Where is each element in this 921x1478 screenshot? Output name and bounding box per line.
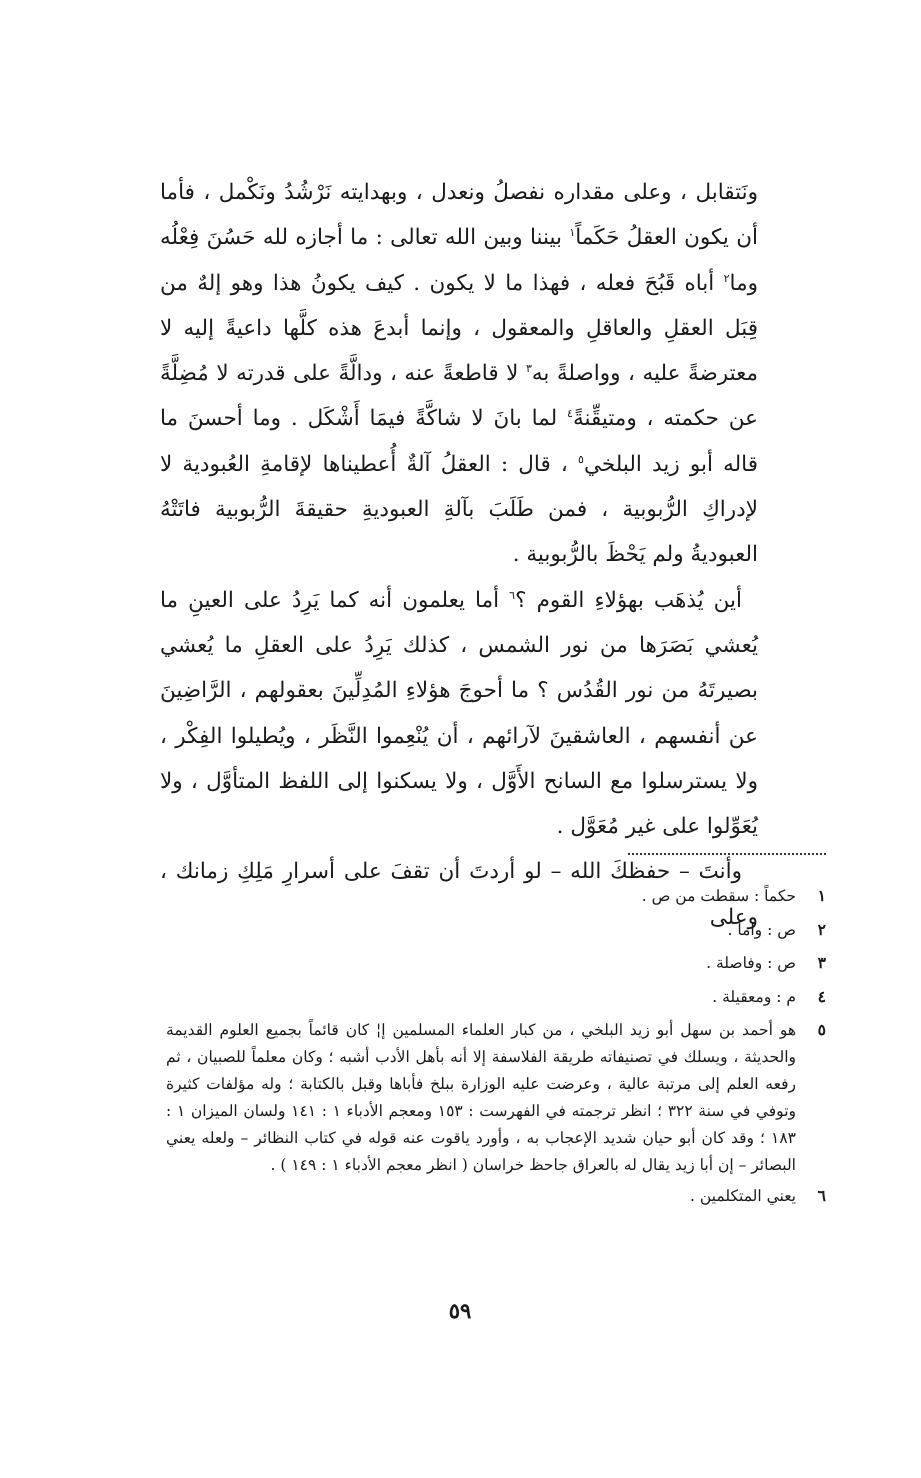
footnote-number: ٤ bbox=[817, 986, 826, 1006]
footnote-number: ١ bbox=[817, 886, 826, 905]
main-text bbox=[160, 170, 758, 940]
text-run: لا قاطعةً عنه ، ودالَّةً على قدرته لا مُضِلَّةً عن حكمته ، ومتيقِّنةً bbox=[160, 361, 758, 432]
footnote-text: م : ومعقيلة . bbox=[712, 987, 796, 1006]
text-run: ، قال : العقلُ آلةٌ أُعطيناها لإقامةِ العُبودية لا لإدراكِ الرُّبوبية ، فمن طَلَبَ بآلةِ العبوديةِ حقيقةَ الرُّبوبية فاتَتْهُ العبوديةُ ولم يَحْظَ بالرُّبوبية . bbox=[160, 451, 758, 568]
footnotes bbox=[166, 880, 826, 1214]
footnote-text: يعني المتكلمين . bbox=[690, 1187, 796, 1205]
text-run: وأنتَ – حفظكَ الله – لو أردتَ أن تقفَ على أسرارِ مَلِكِ زمانك ، وعلى bbox=[160, 859, 758, 930]
page-number: ٥٩ bbox=[448, 1298, 472, 1323]
footnote-marker: ٢ bbox=[723, 271, 730, 285]
footnote-number: ٣ bbox=[817, 953, 826, 972]
footnote bbox=[166, 914, 826, 947]
text-run: لما بانَ لا شاكَّةً فيمَا أَشْكَل . وما أحسنَ ما قاله أبو زيد البلخي bbox=[160, 406, 758, 477]
text-run: أباه قَبُحَ فعله ، فهذا ما لا يكون . كيف يكونُ هذا وهو إلهٌ من قِبَل العقلِ والعاقلِ والمعقول ، وإنما أبدعَ هذه كلَّها داعيةً إليه لا معترضةً عليه ، وواصلةً به bbox=[160, 270, 758, 387]
text-run: أما يعلمون أنه كما يَرِدُ على العينِ ما يُعشي بَصَرَها من نور الشمس ، كذلك يَرِدُ على العقلِ ما يُعشي بصيرتَهُ من نور القُدُس ؟ ما أحوجَ هؤلاءِ المُدِلِّينَ بعقولهم ، الرَّاضِينَ عن أنفسهم ، العاشقينَ لآرائهم ، أن يُنْعِموا النَّظَر ، ويُطيلوا الفِكْر ، ولا يسترسلوا مع السانح الأَوَّل ، ولا يسكنوا إلى اللفظ المتأوَّل ، ولا يُعَوِّلوا على غير مُعَوَّل . bbox=[160, 587, 758, 840]
footnote-number: ٦ bbox=[817, 1186, 826, 1205]
footnote-marker: ٣ bbox=[525, 362, 532, 376]
paragraph bbox=[160, 578, 758, 850]
footnote bbox=[166, 981, 826, 1014]
footnote bbox=[166, 880, 826, 913]
text-run: ونَتقابل ، وعلى مقداره نفصلُ ونعدل ، وبهدايته نَرْشُدُ ونَكْمل ، فأما أن يكون العقلُ حَكَماً bbox=[160, 180, 758, 251]
paragraph bbox=[160, 170, 758, 578]
text-run: أين يُذهَب بهؤلاءِ القوم ؟ bbox=[515, 587, 742, 613]
footnote-text: ص : واما . bbox=[727, 920, 796, 939]
footnote-text: هو أحمد بن سهل أبو زيد البلخي ، من كبار العلماء المسلمين إ¦ كان قائماً بجميع العلوم القديمة والحديثة ، ويسلك في تصنيفاته طريقة الفلاسفة إلا أنه بأهل الأدب أشبه ؛ وكان معلماً للصبيان ، ثم رفعه العلم إلى مرتبة عالية ، وعرضت عليه الوزارة ببلخ فأباها وقبل بالكتابة ؛ وله مؤلفات كثيرة وتوفي في سنة ٣٢٢ ؛ انظر ترجمته في الفهرست : ١٥٣ ومعجم الأدباء ١ : ١٤١ ولسان الميزان ١ : ١٨٣ ؛ وقد كان أبو حيان شديد الإعجاب به ، وأورد ياقوت عنه قوله في كتاب النظائر – ولعله يعني البصائر – إن أبا زيد يقال له بالعراق جاحظ خراسان ( انظر معجم الأدباء ١ : ١٤٩ ) . bbox=[166, 1021, 796, 1174]
footnote-separator bbox=[628, 853, 826, 855]
footnote-text: حكماً : سقطت من ص . bbox=[641, 887, 796, 905]
footnote-marker: ٥ bbox=[578, 452, 584, 466]
footnote-text: ص : وفاصلة . bbox=[706, 954, 796, 972]
footnote-marker: ٤ bbox=[567, 407, 573, 421]
text-run: بيننا وبين الله تعالى : ما أجازه لله حَسُنَ فِعْلُه وما bbox=[160, 225, 758, 296]
footnote-number: ٥ bbox=[817, 1020, 826, 1039]
footnote-marker: ٦ bbox=[509, 588, 516, 602]
footnote bbox=[166, 947, 826, 980]
footnote-marker: ١ bbox=[569, 226, 576, 240]
footnote bbox=[166, 1180, 826, 1213]
footnote bbox=[166, 1014, 826, 1179]
footnote-number: ٢ bbox=[817, 919, 826, 939]
